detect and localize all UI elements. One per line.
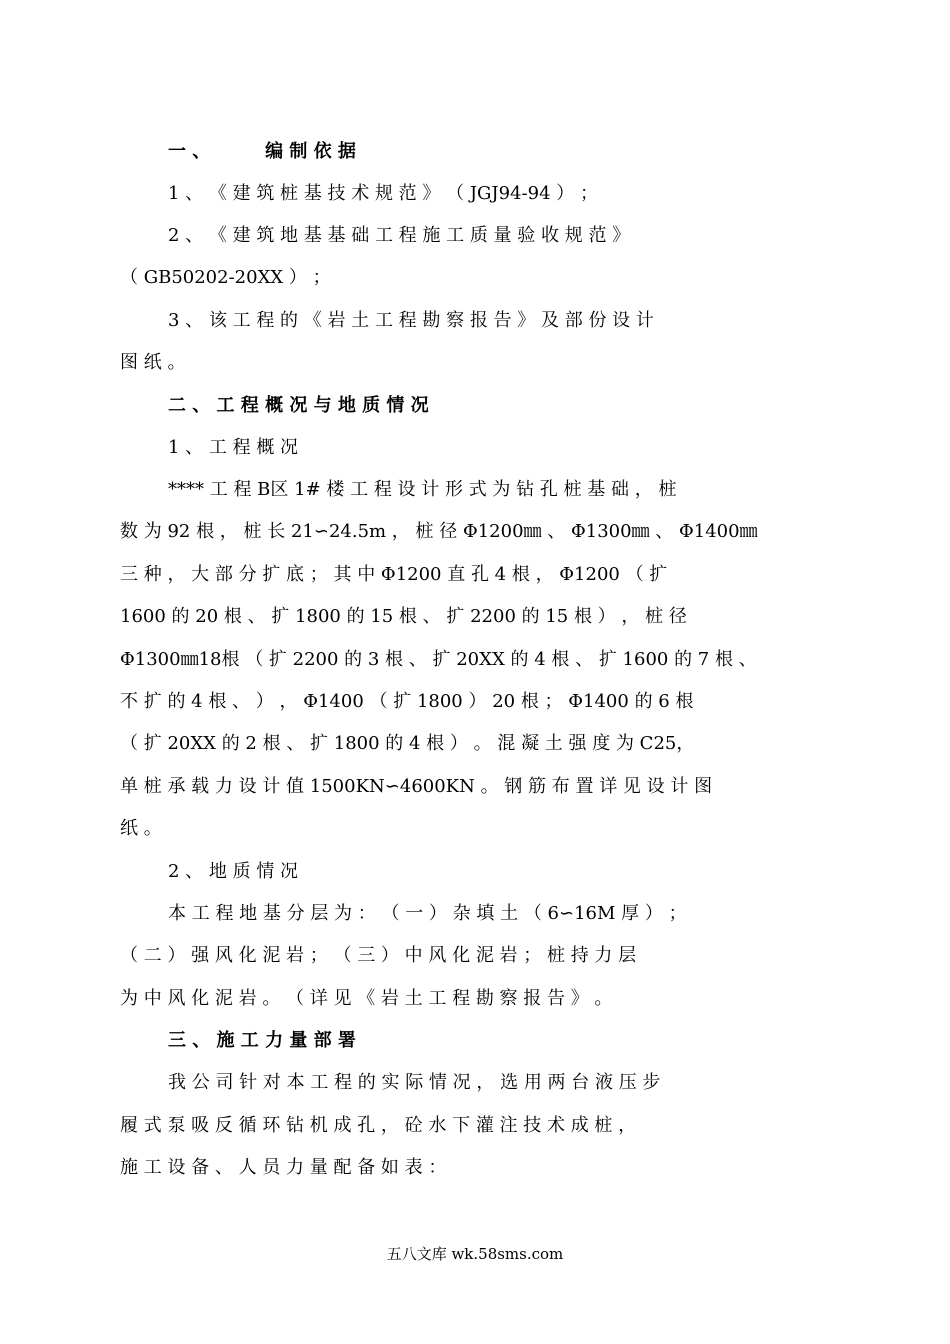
geology-line: 为 中 风 化 泥 岩 。 （ 详 见 《 岩 土 工 程 勘 察 报 告 》 。 (120, 988, 613, 1009)
geology-line: 本 工 程 地 基 分 层 为 ： （ 一 ） 杂 填 土 （ 6∽16M 厚 ） ； (168, 903, 687, 924)
overview-line: Φ1300㎜18根 （ 扩 2200 的 3 根 、 扩 20XX 的 4 根 、 扩 1600 的 7 根 、 (120, 649, 757, 670)
basis-item-2-cont: （ GB50202-20XX ） ； (120, 267, 331, 288)
overview-line: 数 为 92 根 ， 桩 长 21∽24.5m ， 桩 径 Φ1200㎜ 、 Φ1300㎜ 、 Φ1400㎜ (120, 521, 758, 542)
overview-line: 1600 的 20 根 、 扩 1800 的 15 根 、 扩 2200 的 15 根 ） ， 桩 径 (120, 606, 687, 627)
subheading-project-overview: 1 、 工 程 概 况 (168, 437, 299, 458)
section-heading-basis: 一 、 编 制 依 据 (168, 141, 356, 162)
basis-item-3: 3 、 该 工 程 的 《 岩 土 工 程 勘 察 报 告 》 及 部 份 设 计 (168, 310, 654, 331)
overview-line: 不 扩 的 4 根 、 ） ， Φ1400 （ 扩 1800 ） 20 根 ； Φ1400 的 6 根 (120, 691, 694, 712)
overview-line: **** 工 程 B区 1# 楼 工 程 设 计 形 式 为 钻 孔 桩 基 础 ， 桩 (168, 479, 677, 500)
geology-line: （ 二 ） 强 风 化 泥 岩 ； （ 三 ） 中 风 化 泥 岩 ； 桩 持 力 层 (120, 945, 637, 966)
deployment-line: 施 工 设 备 、 人 员 力 量 配 备 如 表 ： (120, 1157, 447, 1178)
basis-item-1: 1 、 《 建 筑 桩 基 技 术 规 范 》 （ JGJ94-94 ） ； (168, 183, 598, 204)
basis-item-2: 2 、 《 建 筑 地 基 基 础 工 程 施 工 质 量 验 收 规 范 》 (168, 225, 631, 246)
section-heading-deployment: 三 、 施 工 力 量 部 署 (168, 1030, 356, 1051)
deployment-line: 履 式 泵 吸 反 循 环 钻 机 成 孔 ， 砼 水 下 灌 注 技 术 成 桩 ， (120, 1115, 637, 1136)
deployment-line: 我 公 司 针 对 本 工 程 的 实 际 情 况 ， 选 用 两 台 液 压 步 (168, 1072, 661, 1093)
overview-line: 单 桩 承 载 力 设 计 值 1500KN∽4600KN 。 钢 筋 布 置 详 见 设 计 图 (120, 776, 713, 797)
section-heading-overview: 二 、 工 程 概 况 与 地 质 情 况 (168, 395, 429, 416)
page-footer-watermark: 五八文库 wk.58sms.com (386, 1245, 564, 1263)
overview-line: （ 扩 20XX 的 2 根 、 扩 1800 的 4 根 ） 。 混 凝 土 强 度 为 C25， (120, 733, 695, 754)
basis-item-3-cont: 图 纸 。 (120, 352, 186, 373)
overview-line: 纸 。 (120, 818, 162, 839)
subheading-geology: 2 、 地 质 情 况 (168, 861, 299, 882)
overview-line: 三 种 ， 大 部 分 扩 底 ； 其 中 Φ1200 直 孔 4 根 ， Φ1200 （ 扩 (120, 564, 668, 585)
